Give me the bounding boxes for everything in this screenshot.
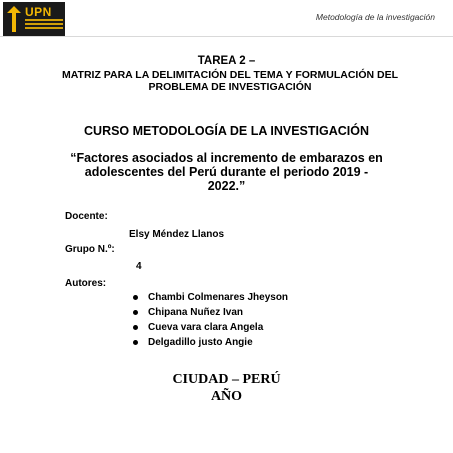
- author-item: Chambi Colmenares Jheyson: [130, 290, 288, 305]
- author-item: Delgadillo justo Angie: [130, 335, 288, 350]
- logo-text: UPN: [25, 5, 52, 19]
- task-title: TAREA 2 –: [197, 55, 256, 67]
- author-item: Cueva vara clara Angela: [130, 320, 288, 335]
- author-item: Chipana Nuñez Ivan: [130, 305, 288, 320]
- course-title: CURSO METODOLOGÍA DE LA INVESTIGACIÓN: [84, 124, 369, 138]
- task-subtitle: MATRIZ PARA LA DELIMITACIÓN DEL TEMA Y FORMULACIÓN DEL PROBLEMA DE INVESTIGACIÓN: [62, 69, 398, 93]
- grupo-value: 4: [136, 261, 142, 272]
- page-header: [0, 0, 453, 38]
- research-topic: “Factores asociados al incremento de embarazos en adolescentes del Perú durante el periodo 2019 - 2022.”: [70, 151, 383, 193]
- upn-logo: [3, 2, 65, 36]
- docente-label: Docente:: [65, 211, 108, 222]
- authors-list: [130, 290, 288, 350]
- upn-arrow-icon: [7, 6, 21, 32]
- header-divider: [0, 36, 453, 37]
- grupo-label: Grupo N.º:: [65, 244, 115, 255]
- city-country: CIUDAD – PERÚ: [172, 372, 281, 387]
- autores-label: Autores:: [65, 278, 107, 289]
- logo-subtext: [25, 19, 63, 31]
- year-label: AÑO: [210, 389, 243, 404]
- docente-name: Elsy Méndez Llanos: [129, 229, 225, 240]
- header-title: Metodología de la investigación: [315, 12, 435, 22]
